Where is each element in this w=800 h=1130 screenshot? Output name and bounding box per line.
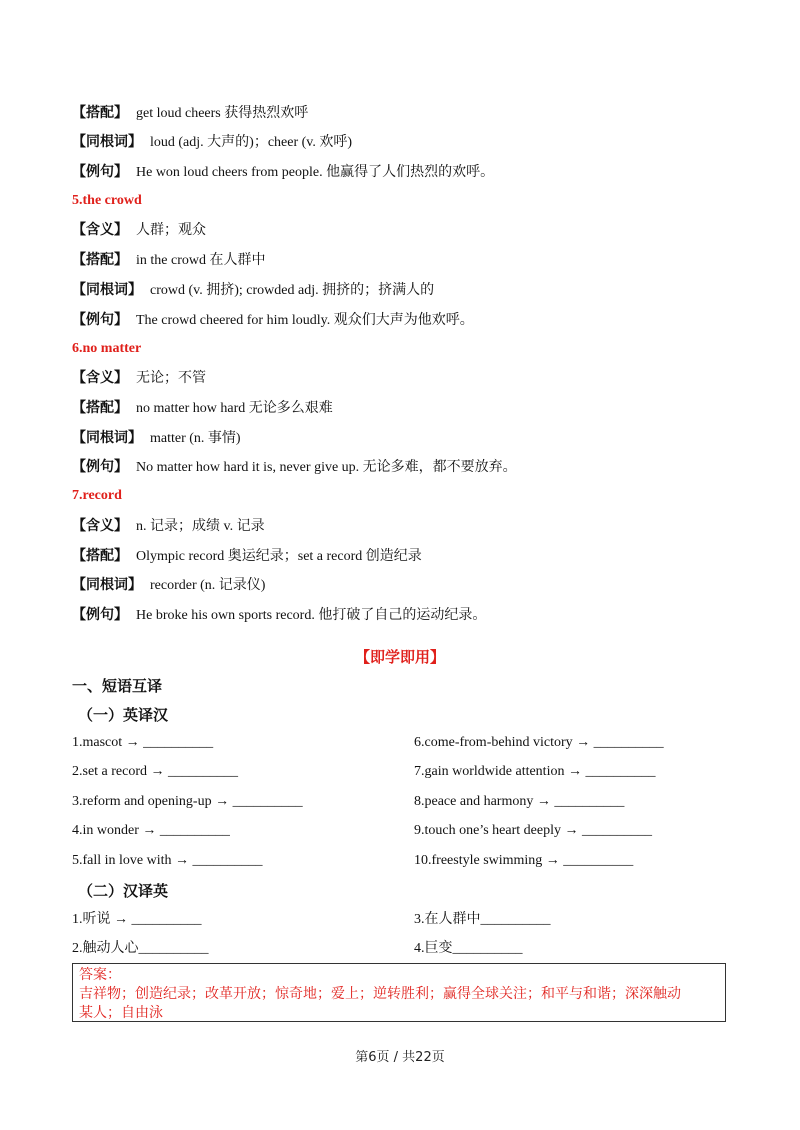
question-c2e-4: 4.巨变__________ [414,941,523,956]
entry-text: The crowd cheered for him loudly. 观众们大声为他欢呼。 [136,313,474,328]
entry-text: recorder (n. 记录仪) [150,578,266,593]
entry-text: in the crowd 在人群中 [136,253,266,268]
entry-text: n. 记录；成绩 v. 记录 [136,519,265,534]
entry-tag: 【含义】 [72,222,128,238]
entry-tag: 【同根词】 [72,430,142,446]
entry-text: matter (n. 事情) [150,431,241,446]
entry-meaning-record [72,516,265,537]
subsection-title-en-to-zh: （一）英译汉 [78,706,169,724]
answer-line-2: 某人；自由泳 [79,1005,163,1021]
entry-example-loud-cheers [72,162,494,183]
question-e2c-2: 2.set a record → __________ [72,764,239,779]
question-e2c-4: 4.in wonder → __________ [72,823,230,838]
part-title-phrase-translation: 一、短语互译 [72,677,163,695]
entry-text: loud (adj. 大声的)；cheer (v. 欢呼) [150,135,353,150]
entry-tag: 【同根词】 [72,134,142,150]
entry-cognate-recorder [72,575,265,596]
entry-tag: 【例句】 [72,164,128,180]
question-e2c-1: 1.mascot → __________ [72,735,214,750]
question-e2c-7: 7.gain worldwide attention → __________ [414,764,656,779]
entry-tag: 【搭配】 [72,548,128,564]
entry-tag: 【含义】 [72,518,128,534]
word-heading-the-crowd: 5.the crowd [72,193,142,208]
question-e2c-5: 5.fall in love with → __________ [72,853,263,868]
practice-section-title: 【即学即用】 [354,648,445,666]
entry-cognate-matter [72,428,241,449]
subsection-title-zh-to-en: （二）汉译英 [78,882,169,900]
entry-text: No matter how hard it is, never give up. 无论多难，都不要放弃。 [136,460,517,475]
answer-line-1: 吉祥物；创造纪录；改革开放；惊奇地；爱上；逆转胜利；赢得全球关注；和平与和谐；深深触动 [79,986,681,1002]
entry-example-record [72,605,486,626]
entry-tag: 【同根词】 [72,282,142,298]
entry-example-no-matter [72,457,517,478]
entry-example-crowd [72,310,474,331]
entry-tag: 【含义】 [72,370,128,386]
question-c2e-2: 2.触动人心__________ [72,941,209,956]
entry-collocation-record [72,546,422,567]
word-heading-record: 7.record [72,488,122,503]
question-c2e-1: 1.听说 → __________ [72,912,202,927]
answer-label: 答案： [79,967,121,983]
entry-text: He broke his own sports record. 他打破了自己的运动纪录。 [136,608,487,623]
entry-tag: 【同根词】 [72,577,142,593]
entry-text: 无论；不管 [136,371,206,386]
entry-meaning-crowd [72,220,206,241]
entry-meaning-no-matter [72,368,206,389]
entry-text: 人群；观众 [136,223,206,238]
entry-cognate-crowd [72,280,434,301]
entry-text: He won loud cheers from people. 他赢得了人们热烈的欢呼。 [136,165,495,180]
entry-tag: 【搭配】 [72,400,128,416]
entry-tag: 【例句】 [72,312,128,328]
page-footer: 第6页 / 共22页 [355,1050,445,1065]
entry-collocation-crowd [72,250,265,271]
entry-cognate-loud [72,132,352,153]
entry-text: get loud cheers 获得热烈欢呼 [136,106,309,121]
entry-collocation-no-matter [72,398,333,419]
entry-text: no matter how hard 无论多么艰难 [136,401,333,416]
question-e2c-10: 10.freestyle swimming → __________ [414,853,634,868]
question-e2c-8: 8.peace and harmony → __________ [414,794,625,809]
entry-tag: 【例句】 [72,607,128,623]
entry-tag: 【例句】 [72,459,128,475]
question-e2c-3: 3.reform and opening-up → __________ [72,794,303,809]
entry-text: Olympic record 奥运纪录；set a record 创造纪录 [136,549,422,564]
entry-text: crowd (v. 拥挤); crowded adj. 拥挤的；挤满人的 [150,283,435,298]
question-c2e-3: 3.在人群中__________ [414,912,551,927]
word-heading-no-matter: 6.no matter [72,341,142,356]
question-e2c-6: 6.come-from-behind victory → __________ [414,735,664,750]
entry-collocation-loud-cheers [72,103,308,124]
answer-box [72,963,726,1022]
question-e2c-9: 9.touch one’s heart deeply → __________ [414,823,652,838]
entry-tag: 【搭配】 [72,252,128,268]
entry-tag: 【搭配】 [72,105,128,121]
